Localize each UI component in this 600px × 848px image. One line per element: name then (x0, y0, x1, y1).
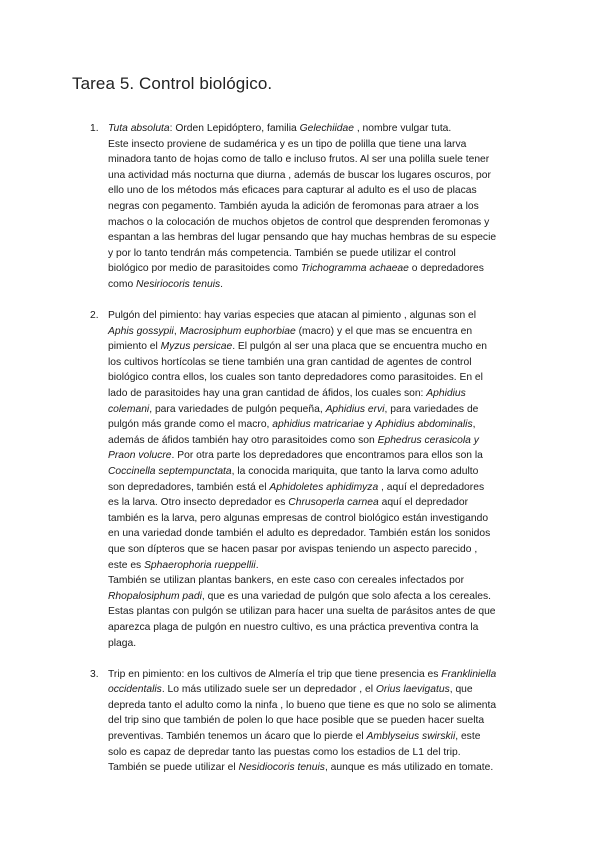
text-segment: y por lo tanto tendrán más competencia. También se puede utilizar el control (108, 247, 456, 259)
text-segment: También se utilizan plantas bankers, en este caso con cereales infectados por (108, 575, 465, 587)
text-segment: que son dípteros que se hacen pasar por avispas teniendo un aspecto parecido , (108, 543, 478, 555)
text-segment: Este insecto proviene de sudamérica y es un tipo de polilla que tiene una larva (108, 138, 467, 150)
species-name: Sphaerophoria rueppellii (144, 559, 256, 571)
text-line (108, 417, 532, 433)
text-line (108, 370, 532, 386)
text-line (108, 339, 532, 355)
text-segment: del trip sino que también de polen lo que hace posible que se pueden hacer suelta (108, 715, 485, 727)
text-line (108, 230, 532, 246)
text-segment: Estas plantas con pulgón se utilizan para hacer una suelta de parásitos antes de que (108, 606, 496, 618)
text-segment: aquí el depredador (378, 497, 469, 509)
text-segment: . (255, 559, 259, 571)
list-item-text (108, 308, 532, 651)
text-segment: , nombre vulgar tuta. (353, 123, 452, 134)
text-segment: lado de parasitoides hay una gran cantidad de áfidos, los cuales son: (108, 388, 427, 399)
species-name: Aphidius ervi (325, 403, 385, 415)
text-line (108, 402, 532, 418)
text-segment: o depredadores (408, 263, 484, 275)
list-item (90, 121, 532, 293)
text-segment: Trip en pimiento: en los cultivos de Almería el trip que tiene presencia es (108, 668, 442, 680)
text-line (108, 199, 532, 215)
text-segment: , que es una variedad de pulgón que solo afecta a los cereales. (201, 590, 491, 602)
text-segment: , este (455, 730, 481, 742)
text-line (108, 121, 532, 137)
list-item-text (108, 121, 532, 293)
text-segment: . Lo más utilizado suele ser un depredador , el (161, 684, 376, 696)
list-item-number: 2. (90, 310, 99, 322)
text-segment: biológico contra ellos, los cuales son tanto depredadores como parasitoides. En el (108, 372, 483, 384)
text-segment: en una variedad donde también el adulto es depredador. También están los sonidos (108, 528, 491, 540)
text-line (108, 729, 532, 745)
text-segment: , la conocida mariquita, que tanto la larva como adulto (231, 465, 479, 477)
text-segment: minadora tanto de hojas como de tallo e incluso frutos. Al ser una polilla suele tener (108, 154, 490, 166)
text-line (108, 308, 532, 324)
text-line (108, 636, 532, 652)
text-line (108, 667, 532, 683)
text-line (108, 760, 532, 776)
species-name: Nesidiocoris tenuis (238, 762, 325, 774)
text-line (108, 386, 532, 402)
text-segment: los cultivos hortícolas se tiene también una gran cantidad de agentes de control (108, 356, 472, 368)
text-line (108, 480, 532, 496)
list-item (90, 667, 532, 776)
text-segment: ello uno de los métodos más eficaces para capturar al adulto es el uso de placas (108, 185, 477, 197)
species-name: aphidius matricariae (272, 419, 365, 431)
species-name: Aphidius (426, 388, 466, 399)
species-name: Frankliniella (441, 668, 497, 680)
text-segment: , aunque es más utilizado en tomate. (324, 762, 494, 774)
text-segment: plaga. (108, 637, 137, 649)
text-line (108, 713, 532, 729)
text-segment: pimiento el (108, 341, 161, 353)
species-name: Amblyseius swirskii (366, 730, 456, 742)
text-line (108, 448, 532, 464)
species-name: occidentalis (108, 684, 162, 696)
text-segment: : Orden Lepidóptero, familia (169, 123, 300, 134)
species-name: Aphidoletes aphidimyza (269, 481, 379, 493)
text-line (108, 526, 532, 542)
text-line (108, 573, 532, 589)
list-item (90, 308, 532, 651)
text-line (108, 261, 532, 277)
text-line (108, 604, 532, 620)
text-segment: espantan a las hembras del lugar pensando que hay muchas hembras de su especie (108, 232, 497, 244)
text-segment: Pulgón del pimiento: hay varias especies que atacan al pimiento , algunas son el (108, 310, 477, 322)
species-name: Ephedrus cerasicola y (377, 434, 479, 446)
text-segment: , para variedades de pulgón pequeña, (149, 403, 326, 415)
text-segment: , (472, 419, 476, 431)
list-item-number: 3. (90, 668, 99, 680)
text-line (108, 168, 532, 184)
text-segment: . (220, 278, 224, 290)
text-line (108, 589, 532, 605)
text-line (108, 137, 532, 153)
species-name: Nesiriocoris tenuis (136, 278, 221, 290)
species-name: Trichogramma achaeae (300, 263, 409, 275)
text-line (108, 152, 532, 168)
text-line (108, 745, 532, 761)
text-segment: depreda tanto el adulto como la ninfa , lo bueno que tiene es que no solo se alimenta (108, 699, 497, 711)
text-segment: una actividad más nocturna que diurna , además de buscar los lugares oscuros, por (108, 169, 491, 181)
text-segment: , (173, 325, 180, 337)
text-line (108, 698, 532, 714)
text-segment: es la larva. Otro insecto depredador es (108, 497, 289, 509)
text-segment: además de áfidos también hay otro parasitoides como son (108, 434, 378, 446)
species-name: Orius laevigatus (375, 684, 450, 696)
text-segment: solo es capaz de depredar tanto las puestas como los estadios de L1 del trip. (108, 746, 461, 758)
text-line (108, 542, 532, 558)
text-line (108, 324, 532, 340)
species-name: Chrusoperla carnea (288, 497, 379, 509)
text-line (108, 464, 532, 480)
text-segment: También se puede utilizar el (108, 762, 239, 774)
text-line (108, 246, 532, 262)
text-segment: aparezca plaga de pulgón en nuestro cultivo, es una práctica preventiva contra la (108, 621, 479, 633)
text-segment: negras con pegamento. También ayuda la adición de feromonas para atraer a los (108, 200, 479, 212)
text-segment: preventivas. También tenemos un ácaro que lo pierde el (108, 730, 367, 742)
text-line (108, 433, 532, 449)
text-line (108, 620, 532, 636)
text-line (108, 277, 532, 293)
text-segment: , que (449, 684, 473, 696)
text-line (108, 558, 532, 574)
text-segment: como (108, 278, 137, 290)
species-name: colemani (108, 403, 150, 415)
text-segment: , aquí el depredadores (378, 481, 485, 493)
text-segment: . Por otra parte los depredadores que encontramos para ellos son la (171, 450, 483, 462)
species-name: Coccinella septempunctata (108, 465, 232, 477)
page-title: Tarea 5. Control biológico. (72, 74, 273, 93)
species-name: Myzus persicae (160, 341, 233, 353)
list-item-text (108, 667, 532, 776)
text-line (108, 355, 532, 371)
text-segment: . El pulgón al ser una placa que se encuentra mucho en (232, 341, 487, 353)
text-segment: y (364, 419, 376, 431)
species-name: Rhopalosiphum padi (108, 590, 202, 602)
text-line (108, 511, 532, 527)
numbered-list (90, 121, 532, 776)
species-name: Macrosiphum euphorbiae (179, 325, 296, 337)
text-segment: (macro) y el que mas se encuentra en (295, 325, 473, 337)
text-line (108, 495, 532, 511)
species-name: Praon volucre (108, 450, 172, 462)
text-line (108, 183, 532, 199)
text-segment: machos o la colocación de muchos objetos de control que desprenden feromonas y (108, 216, 490, 228)
text-line (108, 215, 532, 231)
text-segment: este es (108, 559, 145, 571)
species-name: Gelechiidae (299, 123, 354, 134)
text-segment: biológico por medio de parasitoides como (108, 263, 301, 275)
text-line (108, 682, 532, 698)
species-name: Aphidius abdominalis (375, 419, 473, 431)
text-segment: también es la larva, pero algunas empresas de control biológico están investigando (108, 512, 489, 524)
list-item-number: 1. (90, 123, 99, 134)
text-segment: , para variedades de (384, 403, 479, 415)
species-name: Aphis gossypii (108, 325, 174, 337)
text-segment: pulgón más grande como el macro, (108, 419, 273, 431)
species-name: Tuta absoluta (108, 123, 170, 134)
text-segment: son depredadores, también está el (108, 481, 270, 493)
